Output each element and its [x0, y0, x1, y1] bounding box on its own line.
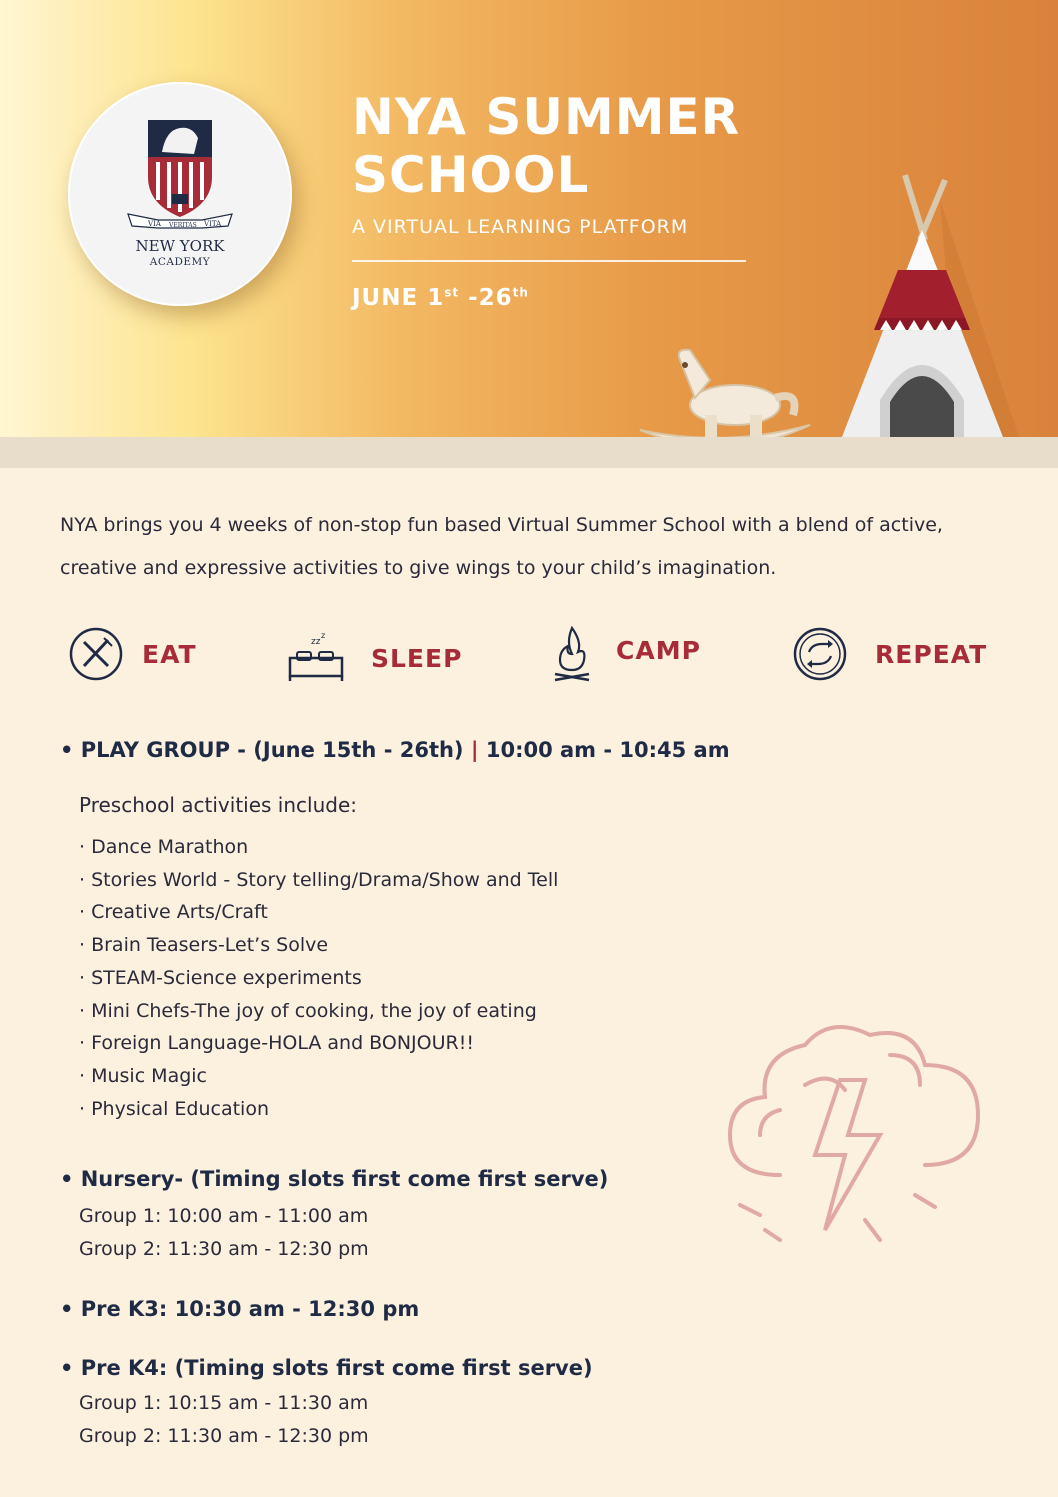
playgroup-time: 10:00 am - 10:45 am	[485, 738, 730, 762]
list-item: · STEAM-Science experiments	[79, 966, 362, 989]
list-item: · Stories World - Story telling/Drama/Show and Tell	[79, 868, 559, 891]
date-range	[352, 285, 529, 311]
campfire-icon	[552, 624, 592, 682]
list-item: · Physical Education	[79, 1097, 269, 1120]
playgroup-heading	[60, 738, 730, 762]
repeat-icon	[792, 626, 848, 682]
camp-item	[552, 624, 701, 682]
fork-knife-icon	[68, 626, 124, 682]
prek4-group-1: Group 1: 10:15 am - 11:30 am	[79, 1392, 369, 1414]
date-start: JUNE 1	[352, 285, 445, 311]
list-item: · Dance Marathon	[79, 836, 249, 858]
crest-icon	[68, 82, 292, 306]
eat-label: EAT	[142, 639, 197, 669]
prek3-heading: • Pre K3: 10:30 am - 12:30 pm	[60, 1297, 420, 1321]
shelf	[0, 437, 1058, 468]
sleep-item	[287, 630, 462, 682]
teepee-illustration	[820, 170, 1040, 437]
logo-name-line1: NEW YORK	[135, 237, 225, 255]
repeat-item	[792, 626, 987, 682]
sleep-label: SLEEP	[371, 643, 463, 673]
motto-via: VIA	[148, 220, 161, 228]
date-end: -26	[459, 285, 513, 311]
motto-vita: VITA	[204, 220, 222, 228]
list-item: · Music Magic	[79, 1064, 207, 1087]
title-divider	[352, 260, 746, 262]
activity-list	[79, 831, 558, 1125]
list-item: · Foreign Language-HOLA and BONJOUR!!	[79, 1032, 474, 1055]
bed-icon	[287, 630, 345, 682]
rocking-horse-illustration	[635, 340, 815, 437]
list-item: · Mini Chefs-The joy of cooking, the joy of eating	[79, 999, 537, 1022]
playgroup-title: • PLAY GROUP - (June 15th - 26th)	[60, 738, 464, 762]
camp-label: CAMP	[616, 635, 701, 665]
logo-name-line2: ACADEMY	[149, 256, 211, 268]
playgroup-separator: |	[470, 738, 479, 762]
date-sup-end: th	[512, 285, 529, 300]
page-title: NYA SUMMER SCHOOL	[352, 88, 741, 204]
motto-veritas: VERITAS	[169, 222, 197, 229]
playgroup-intro: Preschool activities include:	[79, 793, 357, 817]
list-item: · Brain Teasers-Let’s Solve	[79, 934, 329, 957]
list-item: · Creative Arts/Craft	[79, 901, 268, 924]
nursery-group-1: Group 1: 10:00 am - 11:00 am	[79, 1205, 369, 1227]
svg-text:z: z	[321, 631, 326, 640]
date-sup-start: st	[444, 285, 460, 300]
eat-item	[68, 626, 197, 682]
prek4-group-2: Group 2: 11:30 am - 12:30 pm	[79, 1425, 369, 1447]
svg-text:zz: zz	[311, 637, 321, 647]
intro-paragraph: NYA brings you 4 weeks of non-stop fun based Virtual Summer School with a blend of active, creative and expressive activities to give wings to your child’s imagination.	[60, 514, 943, 579]
nursery-heading: • Nursery- (Timing slots first come first serve)	[60, 1167, 609, 1191]
nya-logo	[68, 82, 292, 306]
brainstorm-icon	[720, 1015, 990, 1255]
prek4-heading: • Pre K4: (Timing slots first come first serve)	[60, 1356, 593, 1380]
page-subtitle: A VIRTUAL LEARNING PLATFORM	[352, 216, 689, 238]
repeat-label: REPEAT	[875, 639, 988, 669]
nursery-group-2: Group 2: 11:30 am - 12:30 pm	[79, 1238, 369, 1260]
